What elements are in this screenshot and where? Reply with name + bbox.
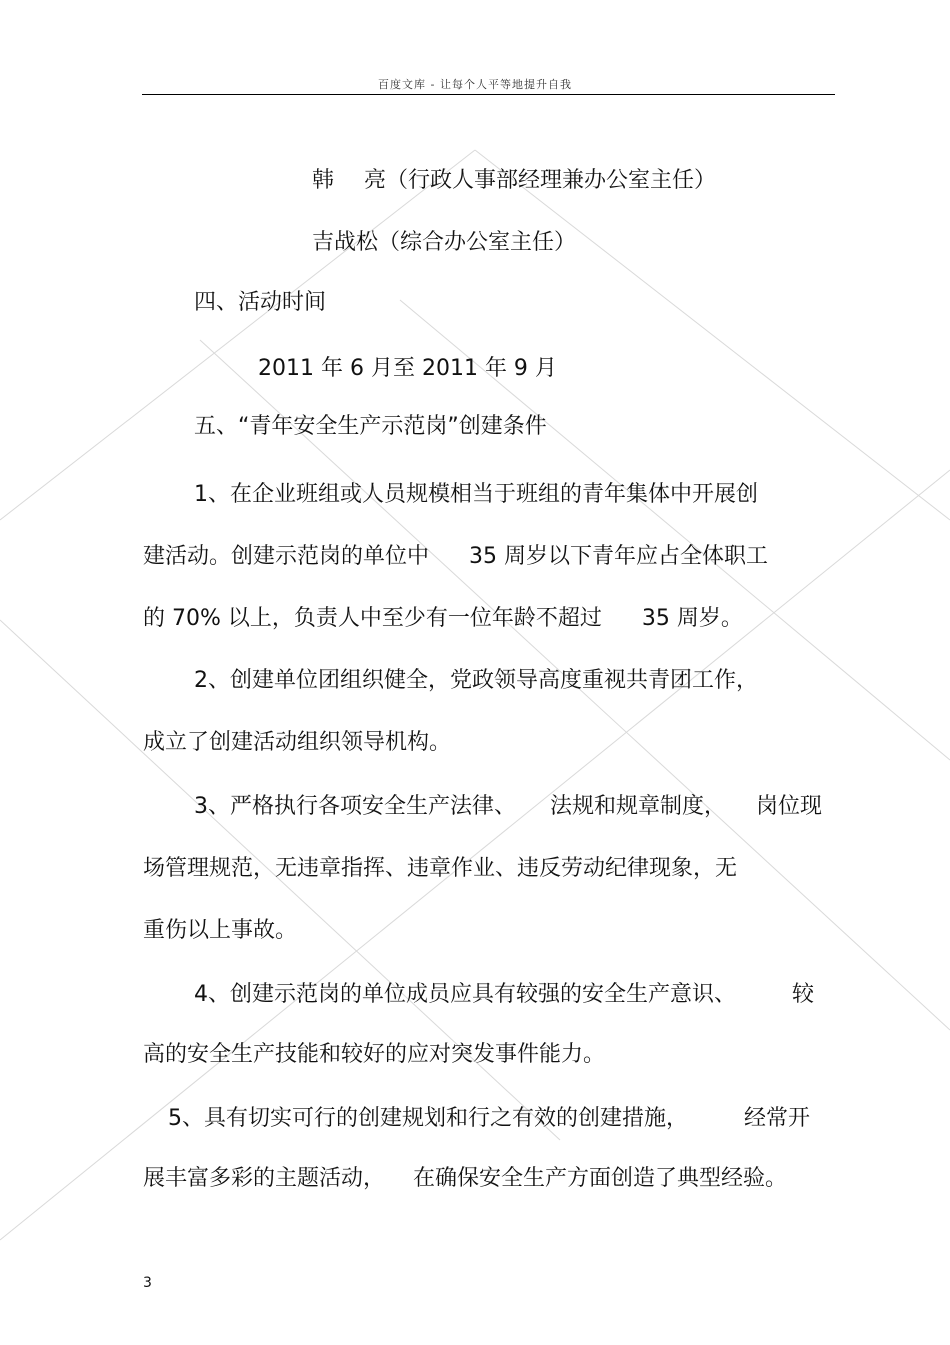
- condition-1-line-2-a: 建活动。创建示范岗的单位中: [143, 544, 430, 569]
- condition-3-line-1-c: 岗位现: [756, 794, 823, 819]
- condition-4-line-1-a: 4、创建示范岗的单位成员应具有较强的安全生产意识、: [194, 982, 736, 1007]
- condition-5-line-1: [168, 1104, 810, 1134]
- condition-5-line-2-b: 在确保安全生产方面创造了典型经验。: [413, 1166, 788, 1191]
- page-header: 百度文库 - 让每个人平等地提升自我: [378, 78, 572, 91]
- condition-5-line-1-b: 经常开: [744, 1106, 811, 1131]
- staff-line-2: 吉战松（综合办公室主任）: [312, 230, 577, 255]
- condition-5-line-2: [143, 1164, 787, 1194]
- condition-3-line-1-a: 3、严格执行各项安全生产法律、: [194, 794, 516, 819]
- condition-3-line-1: [194, 792, 822, 822]
- condition-1-line-3: [143, 604, 743, 634]
- activity-period: 2011 年 6 月至 2011 年 9 月: [258, 356, 557, 381]
- condition-3-line-2: 场管理规范，无违章指挥、违章作业、违反劳动纪律现象，无: [143, 856, 738, 881]
- condition-5-line-1-a: 5、具有切实可行的创建规划和行之有效的创建措施，: [168, 1106, 688, 1131]
- condition-4-line-1-b: 较: [792, 982, 815, 1007]
- condition-1-line-3-b: 35 周岁。: [641, 606, 743, 631]
- condition-4-line-1: [194, 980, 814, 1010]
- condition-3-line-3: 重伤以上事故。: [143, 918, 298, 943]
- section-4-heading: 四、活动时间: [194, 290, 327, 315]
- section-5-heading: 五、“青年安全生产示范岗”创建条件: [194, 414, 547, 439]
- condition-2-line-1: 2、创建单位团组织健全，党政领导高度重视共青团工作，: [194, 668, 758, 693]
- condition-1-line-3-a: 的 70% 以上，负责人中至少有一位年龄不超过: [143, 606, 602, 631]
- condition-4-line-2: 高的安全生产技能和较好的应对突发事件能力。: [143, 1042, 606, 1067]
- header-divider: [142, 94, 835, 95]
- page-number: 3: [143, 1275, 152, 1291]
- condition-1-line-1: 1、在企业班组或人员规模相当于班组的青年集体中开展创: [194, 482, 758, 507]
- condition-3-line-1-b: 法规和规章制度，: [550, 794, 727, 819]
- condition-2-line-2: 成立了创建活动组织领导机构。: [143, 730, 452, 755]
- condition-1-line-2: [143, 542, 768, 572]
- staff-line-1: [312, 166, 716, 196]
- staff-1-name: 韩: [312, 168, 335, 193]
- condition-5-line-2-a: 展丰富多彩的主题活动，: [143, 1166, 386, 1191]
- staff-1-title: 亮（行政人事部经理兼办公室主任）: [364, 168, 717, 193]
- condition-1-line-2-b: 35 周岁以下青年应占全体职工: [469, 544, 769, 569]
